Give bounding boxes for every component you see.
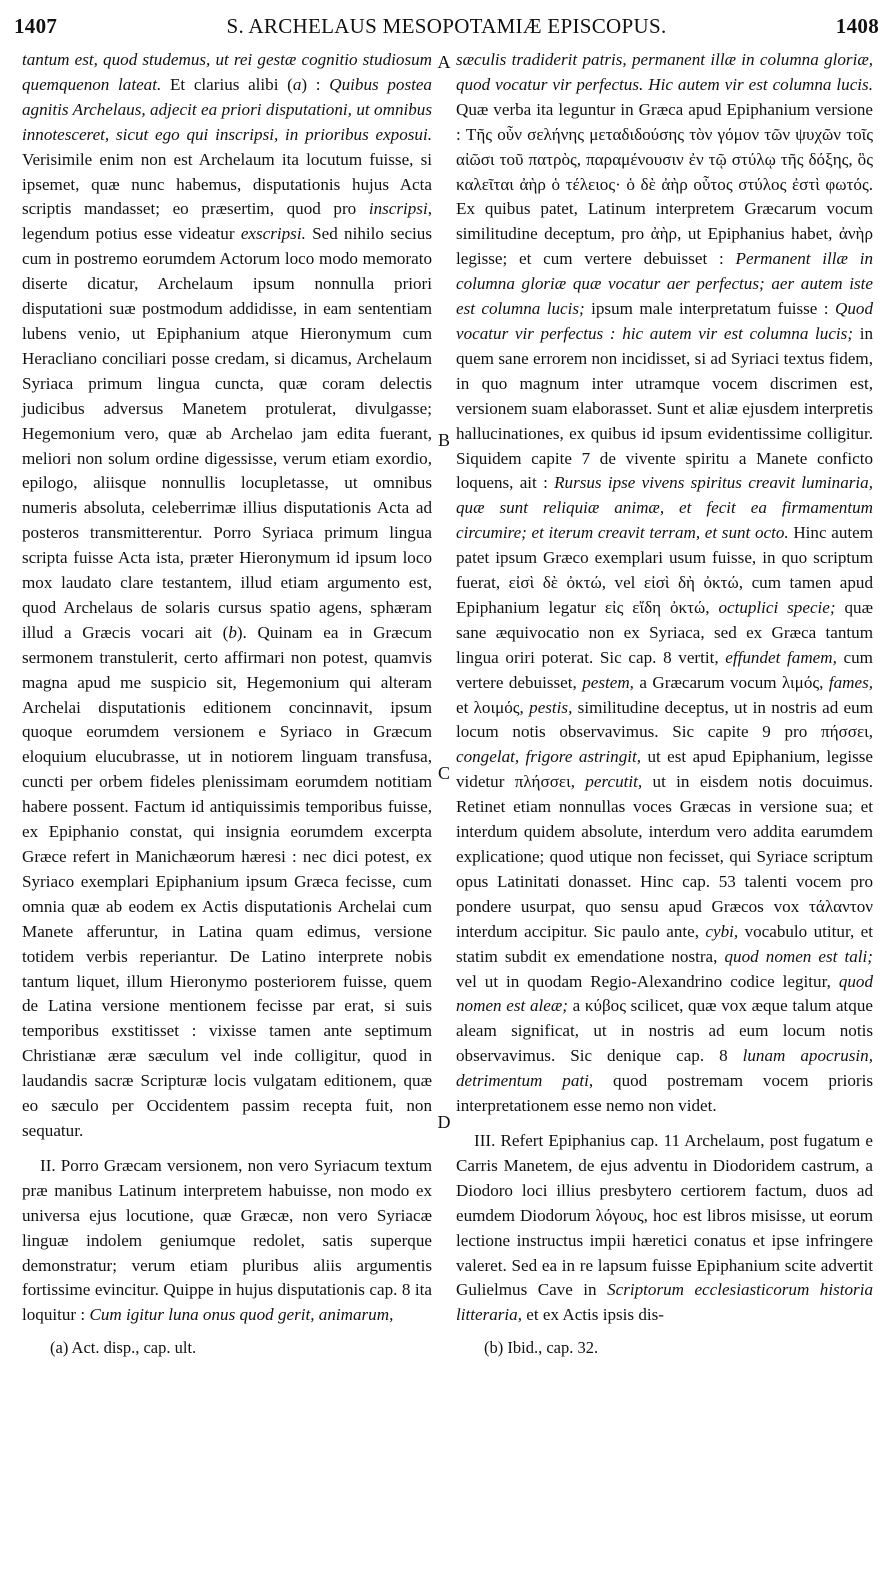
text-run: vel ut in quodam Regio-Alexandrino codice legitur,: [456, 971, 839, 991]
page-number-right: 1408: [835, 14, 879, 38]
right-column: [456, 48, 873, 1361]
margin-marker-a: A: [437, 52, 451, 72]
text-run: II. Porro Græcam versionem, non vero Syriacum textum præ manibus Latinum interpretem habuisse, non modo ex universa ejus locutione, quæ Græcæ, non vero Syriacæ linguæ indolem geniumque redolet, satis superque demonstratur; verum etiam pluribus aliis argumentis fortissime evincitur. Quippe in hujus disputationis cap. 8 ita loquitur :: [22, 1155, 432, 1325]
italic-text-run: percutit,: [585, 772, 643, 792]
italic-text-run: congelat, frigore astringit,: [456, 747, 642, 767]
text-run: et λοιμός,: [456, 697, 530, 717]
page-number-left: 1407: [14, 14, 58, 38]
text-run: cum vertere debuisset,: [456, 647, 873, 692]
text-run: in quem sane errorem non incidisset, si ad Syriaci textus fidem, in quo magnum inter utramque vocem discrimen est, versionem suam elaborasset. Sunt et aliæ ejusdem interpretis hallucinationes, ex quibus id ipsum evidentissime colligitur. Siquidem capite 7 de vivente spiritu a Manete conficto loquens, ait :: [456, 323, 873, 493]
italic-text-run: exscripsi.: [240, 224, 306, 244]
italic-text-run: Permanent illæ in columna gloriæ quæ vocatur aer perfectus; aer autem iste est columna lucis;: [456, 249, 873, 319]
italic-text-run: Scriptorum ecclesiasticorum historia litteraria,: [456, 1280, 873, 1325]
running-title: S. ARCHELAUS MESOPOTAMIÆ EPISCOPUS.: [226, 14, 667, 38]
italic-text-run: effundet famem,: [725, 647, 837, 667]
italic-text-run: cybi,: [705, 921, 739, 941]
italic-text-run: fames,: [828, 672, 873, 692]
text-run: et ex Actis ipsis dis-: [522, 1305, 664, 1325]
text-run: similitudine deceptus, ut in nostris ad eum locum notis observavimus. Sic capite 9 pro πήσσει,: [456, 697, 873, 742]
text-run: quæ sane æquivocatio non ex Syriaca, sed ex Græca tantum lingua oriri poterat. Sic cap. 8 vertit,: [456, 597, 873, 667]
italic-text-run: Cum igitur luna onus quod gerit, animarum,: [89, 1305, 394, 1325]
text-run: Et clarius alibi (: [161, 74, 293, 94]
page-header: [14, 12, 879, 42]
text-run: , legendum potius esse videatur: [22, 199, 432, 244]
right-paragraph-1: [456, 48, 873, 1119]
left-paragraph-1: [22, 48, 432, 1144]
text-run: ut in eisdem notis docuimus. Retinet etiam nonnullas voces Græcas in versione sua; et interdum quidem absolute, interdum vero addita earumdem explicatione; quod utique non fecisset, qui Syriace scriptum opus Latinitati donasset. Hinc cap. 53 talenti vocem pro pondere usurpat, quo sensu apud Græcos vox τάλαντον interdum accipitur. Sic paulo ante,: [456, 772, 873, 941]
text-run: a Græcarum vocum λιμός,: [633, 672, 829, 692]
italic-text-run: a: [292, 74, 302, 94]
text-run: Quæ verba ita leguntur in Græca apud Epiphanium versione : Τῆς οὖν σελήνης μεταδιδούσης τὸν γόμον τῶν ψυχῶν τοῖς αἰῶσι τοῦ πατρὸς, παραμένουσιν ἐν τῷ στύλῳ τῆς δόξης, ὃς καλεῖται ἀὴρ ὁ τέλειος· ὁ δὲ ἀὴρ οὗτος στύλος ἐστὶ φωτός. Ex quibus patet, Latinum interpretem Græcarum vocum similitudine deceptum, pro ἀὴρ, ut Epiphanius habet, ἀνὴρ legisse; et cum vertere debuisset :: [456, 99, 873, 269]
left-column: [22, 48, 432, 1361]
italic-text-run: b: [228, 622, 237, 642]
left-paragraph-2: [22, 1154, 432, 1328]
italic-text-run: Rursus ipse vivens spiritus creavit luminaria, quæ sunt reliquiæ animæ, et fecit ea firmamentum circumire; et iterum creavit terram, et sunt octo.: [456, 473, 873, 543]
text-run: quod postremam vocem prioris interpretationem esse nemo non videt.: [456, 1071, 873, 1116]
margin-marker-c: C: [437, 763, 450, 783]
margin-marker-b: B: [437, 430, 450, 450]
right-paragraph-2: [456, 1129, 873, 1328]
italic-text-run: inscripsi: [368, 199, 428, 219]
text-run: Sed nihilo secius cum in postremo eorumdem Actorum loco modo memorato diserte dicatur, Archelaum ipsum nonnulla priori disputationi suæ postmodum addidisse, in eam sententiam lubens venio, ut Epiphanium atque Hieronymum cum Heracliano conciliari posse credam, si dicamus, Archelaum Syriaca primum lingua cuncta, quæ coram delectis judicibus adversus Manetem protulerat, divulgasse; Hegemonium vero, quæ ab Archelao jam edita fuerant, meliori non solum ordine digessisse, verum etiam exordio, epilogo, aliisque nonnullis locupletasse, ut omnibus numeris absoluta, celeberrimæ illius disputationis Acta ad posteros transmitterentur. Porro Syriaca primum lingua scripta fuisse Acta ista, præter Hieronymum id ipsum loco mox laudato clare testantem, illud etiam argumento est, quod Archelaus de solaris cursus spatio agens, sphæram illud a Græcis vocari ait (: [22, 224, 433, 642]
text-run: Verisimile enim non est Archelaum ita locutum fuisse, si ipsemet, quæ nunc habemus, disputationis hujus Acta scriptis mandasset; eo præsertim, quod pro: [22, 149, 432, 219]
italic-text-run: quod nomen est aleæ;: [456, 971, 873, 1016]
italic-text-run: pestem,: [582, 672, 634, 692]
footnote-a: (a) Act. disp., cap. ult.: [50, 1338, 197, 1358]
italic-text-run: octuplici specie;: [718, 597, 836, 617]
text-run: ut est apud Epiphanium, legisse videtur πλήσσει,: [456, 747, 874, 792]
italic-text-run: pestis,: [529, 697, 573, 717]
italic-text-run: sæculis tradiderit patris, permanent illæ in columna gloriæ, quod vocatur vir perfectus. Hic autem vir est columna lucis.: [456, 50, 873, 94]
italic-text-run: lunam apocrusin, detrimentum pati,: [456, 1046, 874, 1091]
italic-text-run: tantum est, quod studemus, ut rei gestæ cognitio studiosum quemquenon lateat.: [22, 50, 432, 94]
italic-text-run: Quod vocatur vir perfectus : hic autem vir est columna lucis;: [456, 299, 873, 343]
text-run: vocabulo utitur, et statim subdit ex emendatione nostra,: [456, 921, 873, 966]
text-run: III. Refert Epiphanius cap. 11 Archelaum, post fugatum e Carris Manetem, de ejus adventu in Diodoridem castrum, a Diodoro loci illius presbytero certiorem factum, duos ad eumdem Diodorum λόγους, hoc est libros misisse, ut eorum lectione instructus impii hæretici conatus et ipse infringere valeret. Sed ea in re lapsum fuisse Epiphanium scite advertit Gulielmus Cave in: [456, 1130, 873, 1300]
text-run: Hinc autem patet ipsum Græco exemplari usum fuisse, in quo scriptum fuerat, εἰσὶ δὲ ὀκτώ, vel εἰσὶ δὴ ὀκτώ, cum tamen apud Epiphanium legatur εἰς εἴδη ὀκτώ,: [456, 523, 873, 617]
text-run: ). Quinam ea in Græcum sermonem transtulerit, certo affirmari non potest, quamvis magna apud me suspicio sit, Hegemonium qui alteram Archelai disputationis editionem concinnavit, ipsum quoque eorumdem versionem e Syriaco in Græcum eloquium elucubrasse, ut in notiorem linguam transfusa, cuncti per orbem fideles plenissimam eorumdem notitiam habere possent. Factum id antiquissimis temporibus fuisse, ex Epiphanio constat, qui insignia eorumdem excerpta Græce refert in Manichæorum hæresi : nec dici potest, ex Syriaco exemplari Epiphanium ipsum Græca fecisse, cum omnia quæ ab eodem ex Actis disputationis Archelai cum Manete afferuntur, in Latina quam edimus, versione totidem verbis reperiantur. De Latino interprete nobis tantum liquet, illum Hieronymo posteriorem fuisse, quem de Latina versione mentionem fecisse par erat, si suis temporibus exstitisset : vixisse tamen ante septimum Christianæ æræ sæculum vel inde colligitur, quod in laudandis sacræ Scripturæ locis vulgatam editionem, quæ eo sæculo per Occidentem passim recepta fuit, non sequatur.: [22, 622, 433, 1140]
text-run: ipsum male interpretatum fuisse :: [584, 299, 835, 319]
footnote-b: (b) Ibid., cap. 32.: [484, 1338, 599, 1358]
italic-text-run: quod nomen est tali;: [724, 946, 873, 966]
italic-text-run: Quibus postea agnitis Archelaus, adjecit ea priori disputationi, ut omnibus innotesceret, sicut ego qui inscripsi, in prioribus exposui.: [22, 74, 432, 144]
text-run: ) :: [301, 74, 330, 94]
margin-marker-d: D: [437, 1112, 451, 1132]
text-run: a κύβος scilicet, quæ vox æque talum atque aleam significat, ut in nostris ad eum locum notis observavimus. Sic denique cap. 8: [456, 996, 873, 1066]
